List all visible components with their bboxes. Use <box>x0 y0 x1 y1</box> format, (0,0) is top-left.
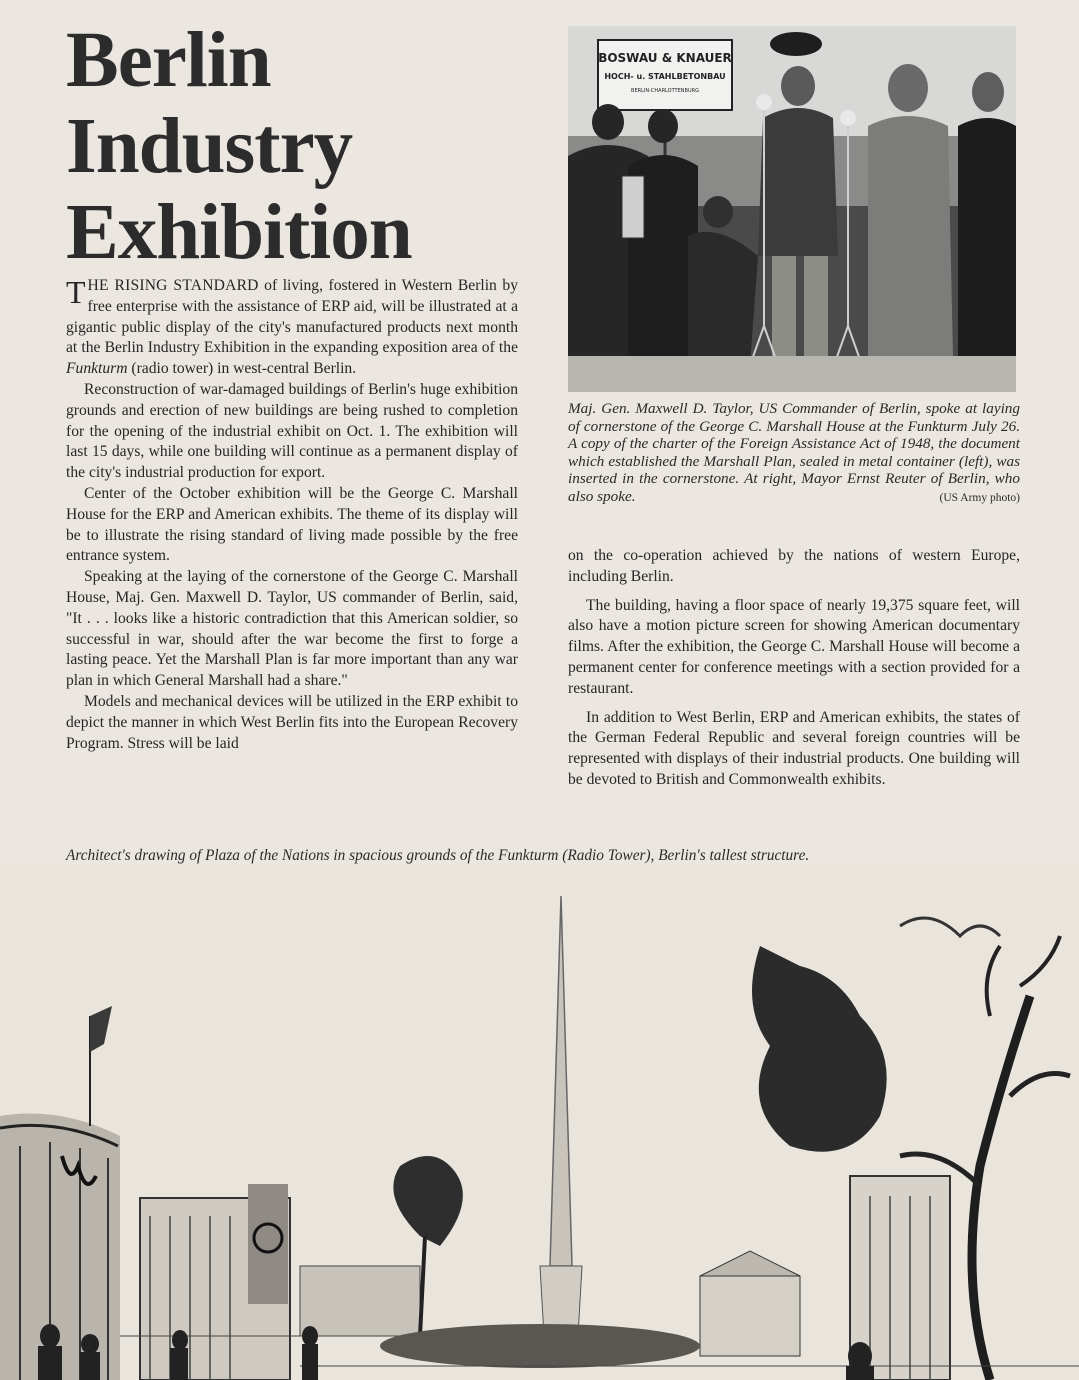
article-paragraph-3: Center of the October exhibition will be the George C. Marshall House for the ERP and American exhibits. The theme of its display will be to illustrate the rising standard of living made possible by the free entrance system. <box>66 484 518 565</box>
sign-text-3: BERLIN-CHARLOTTENBURG <box>631 88 699 94</box>
photo-illustration <box>568 26 1016 392</box>
p1-italic: Funkturm <box>66 360 128 378</box>
article-paragraph-8: In addition to West Berlin, ERP and American exhibits, the states of the German Federal Republic and several foreign countries will be represented with displays of their industrial products. One building will be devoted to British and Commonwealth exhibits. <box>568 708 1020 788</box>
article-paragraph-6: on the co-operation achieved by the nations of western Europe, including Berlin. <box>568 547 1020 585</box>
article-paragraph-1 <box>66 276 518 380</box>
p1-text-a: of living, fostered in Western Berlin by free enterprise with the assistance of ERP aid, will be illustrated at a gigantic public display of the city's manufactured products next month at the Berlin Industry Exhibition in the expanding exposition area of the <box>66 277 518 357</box>
p1-text-b: (radio tower) in west-central Berlin. <box>127 360 357 378</box>
sign-text-1: BOSWAU & KNAUER <box>598 51 732 65</box>
photo-caption <box>568 400 1020 508</box>
photo-credit: (US Army photo) <box>939 491 1020 504</box>
plaza-sketch <box>0 866 1079 1380</box>
architect-drawing <box>0 866 1079 1380</box>
lead-caps: HE RISING STANDARD <box>87 277 259 294</box>
article-column-left <box>66 276 518 754</box>
drop-cap: T <box>66 274 86 310</box>
article-column-right <box>568 546 1020 799</box>
article-paragraph-2: Reconstruction of war-damaged buildings of Berlin's huge exhibition grounds and erection of new buildings are being rushed to completion for the opening of the industrial exhibit on Oct. 1. The exhibition will last 15 days, while one building will continue as a permanent display of the city's industrial production for export. <box>66 380 518 482</box>
article-paragraph-5: Models and mechanical devices will be utilized in the ERP exhibit to depict the manner in which West Berlin fits into the European Recovery Program. Stress will be laid <box>66 692 518 752</box>
title-line-1: Berlin <box>66 17 271 104</box>
drawing-caption: Architect's drawing of Plaza of the Nations in spacious grounds of the Funkturm (Radio Tower), Berlin's tallest structure. <box>66 847 810 864</box>
cornerstone-photo <box>568 26 1016 392</box>
page-title <box>66 18 536 276</box>
article-paragraph-4: Speaking at the laying of the cornerstone of the George C. Marshall House, Maj. Gen. Maxwell D. Taylor, US commander of Berlin, said, "It . . . looks like a historic contradiction that this American soldier, so successful in war, should after the war become the first to forge a lasting peace. Yet the Marshall Plan is far more important than any war plan in which General Marshall had a share." <box>66 568 518 690</box>
title-line-3: Exhibition <box>66 189 412 276</box>
sign-text-2: HOCH- u. STAHLBETONBAU <box>604 72 726 81</box>
article-paragraph-7: The building, having a floor space of nearly 19,375 square feet, will also have a motion picture screen for showing American documentary films. After the exhibition, the George C. Marshall House will become a permanent center for conference meetings with a section provided for a restaurant. <box>568 596 1020 697</box>
photo-caption-text: Maj. Gen. Maxwell D. Taylor, US Commander of Berlin, spoke at laying of cornerstone of the George C. Marshall House at the Funkturm July 26. A copy of the charter of the Foreign Assistance Act of 1948, the document which established the Marshall Plan, sealed in metal container (left), was inserted in the cornerstone. At right, Mayor Ernst Reuter of Berlin, who also spoke. <box>568 400 1020 505</box>
title-line-2: Industry <box>66 103 353 190</box>
